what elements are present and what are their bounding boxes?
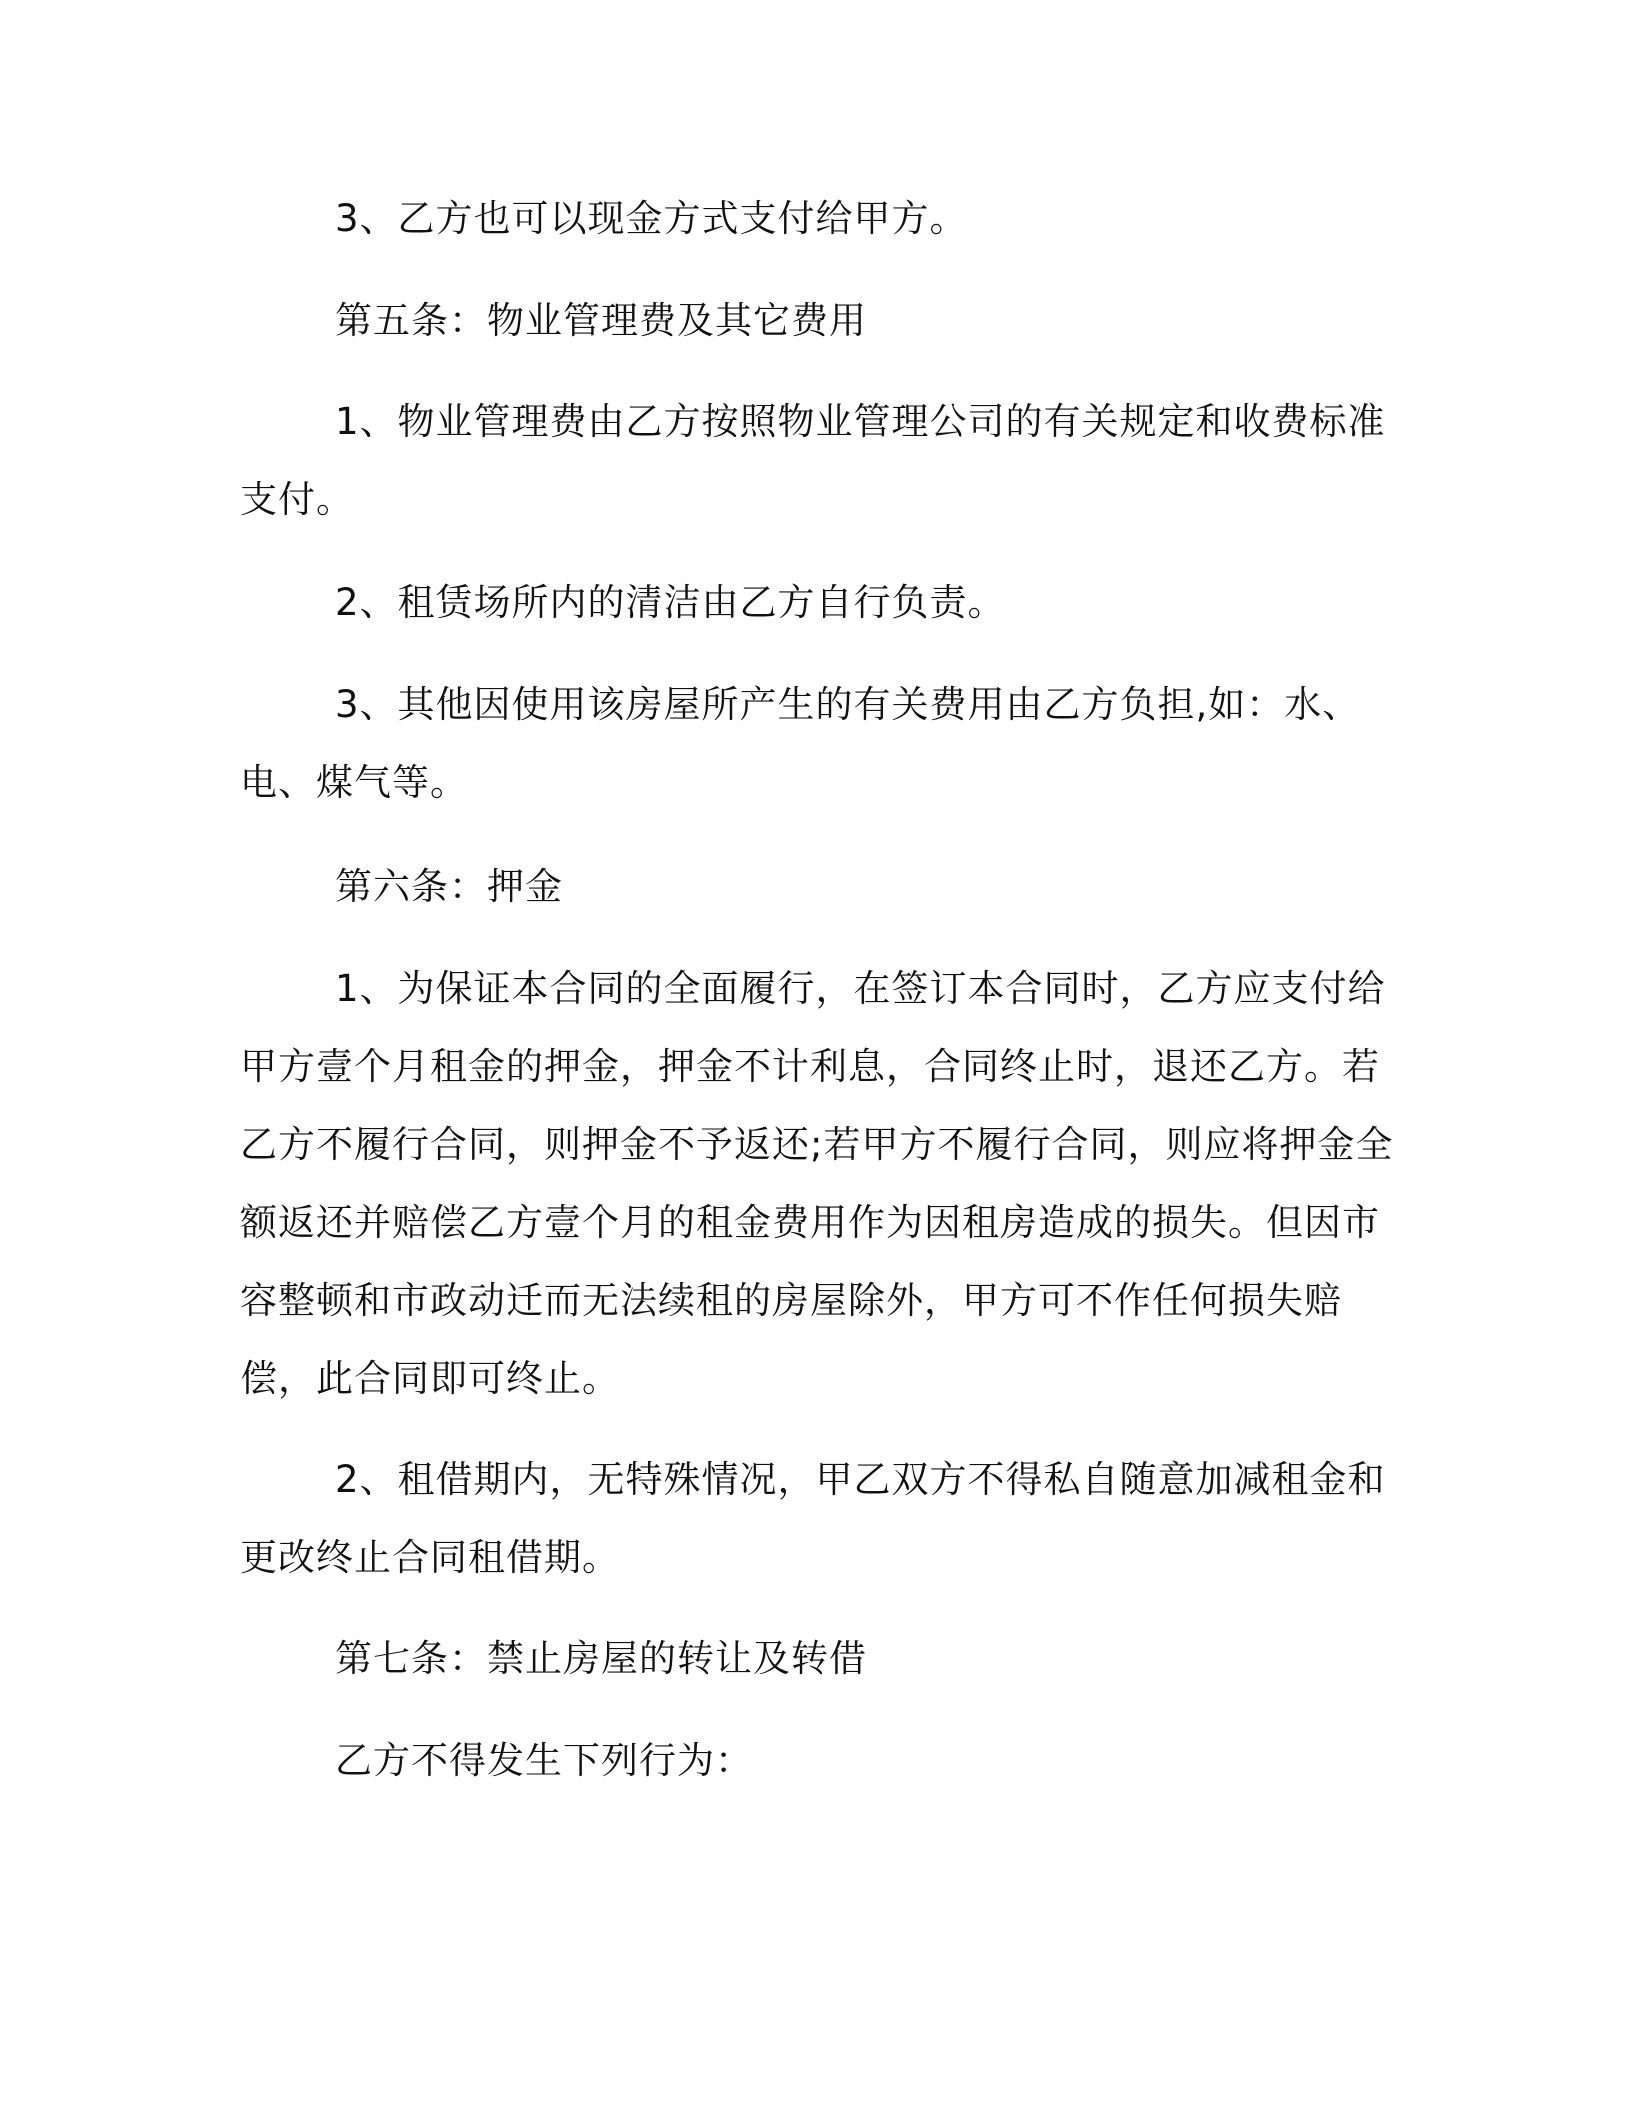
clause-deposit: 1、为保证本合同的全面履行，在签订本合同时，乙方应支付给甲方壹个月租金的押金，押金不计利息，合同终止时，退还乙方。若乙方不履行合同，则押金不予返还;若甲方不履行合同，则应将押金全额返还并赔偿乙方壹个月的租金费用作为因租房造成的损失。但因市容整顿和市政动迁而无法续租的房屋除外，甲方可不作任何损失赔偿，此合同即可终止。	[240, 967, 1394, 1400]
clause-cleaning: 2、租赁场所内的清洁由乙方自行负责。	[335, 581, 1006, 624]
clause-rent-change: 2、租借期内，无特殊情况，甲乙双方不得私自随意加减租金和更改终止合同租借期。	[240, 1458, 1386, 1579]
clause-utilities: 3、其他因使用该房屋所产生的有关费用由乙方负担,如：水、电、煤气等。	[240, 683, 1361, 804]
heading-article-5: 第五条：物业管理费及其它费用	[335, 299, 867, 342]
clause-payment-cash: 3、乙方也可以现金方式支付给甲方。	[335, 197, 968, 240]
clause-property-fee: 1、物业管理费由乙方按照物业管理公司的有关规定和收费标准支付。	[240, 400, 1386, 521]
heading-article-7: 第七条：禁止房屋的转让及转借	[335, 1637, 867, 1680]
clause-prohibited-acts: 乙方不得发生下列行为：	[335, 1739, 753, 1782]
heading-article-6: 第六条：押金	[335, 865, 563, 908]
